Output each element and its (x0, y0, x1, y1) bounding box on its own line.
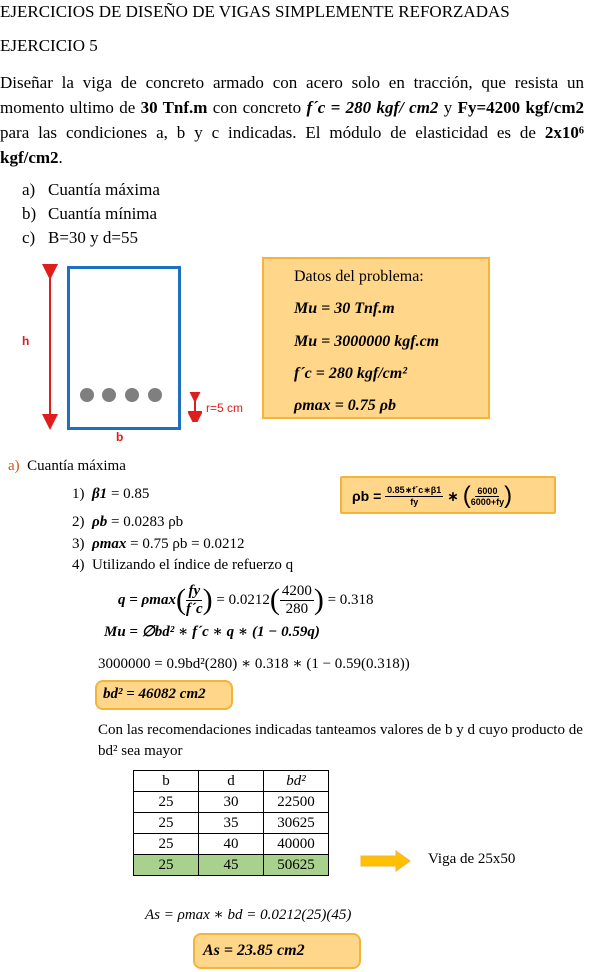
table-cell: 40 (199, 834, 264, 855)
height-label: h (22, 334, 30, 348)
rho-lhs: ρb = (352, 488, 382, 504)
statement-text-3: y (438, 98, 458, 117)
data-heading: Datos del problema: (294, 268, 424, 285)
condition-letter: b) (22, 204, 37, 223)
table-cell: 25 (134, 855, 199, 876)
exercise-heading: EJERCICIO 5 (0, 36, 98, 55)
statement-text-2: con concreto (207, 98, 307, 117)
data-line: Mu = 30 Tnf.m (294, 300, 395, 317)
q-equation: q = ρmax ( $\frac{fy}{f´c}$ ) = 0.0212 ( $\frac{4200}{280}$ ) = 0.318 (118, 582, 374, 617)
arrow-right-icon (360, 850, 412, 872)
step-lhs: ρmax (92, 536, 127, 552)
step-num: 2) (72, 514, 85, 530)
beam-section (67, 266, 181, 430)
statement-text-5: . (58, 148, 63, 167)
step-lhs: ρb (92, 514, 108, 530)
condition-letter: a) (22, 180, 36, 199)
step-num: 4) (72, 557, 85, 573)
statement-fy: Fy=4200 kgf/cm2 (457, 98, 584, 117)
rebar (125, 388, 139, 402)
q-n: 4200 (281, 582, 312, 599)
data-line: Mu = 3000000 kgf.cm (294, 333, 440, 350)
condition-item (22, 226, 160, 250)
step-rhs: = 0.85 (107, 486, 150, 502)
table-row (134, 792, 329, 813)
table-cell: 25 (134, 792, 199, 813)
statement-text-1: Diseñar la viga de concreto armado con acero solo en tracción, que resista un momento ultimo de (0, 73, 584, 117)
step-lhs: β1 (92, 486, 108, 502)
table-cell: 30625 (264, 813, 329, 834)
step-2 (72, 514, 183, 531)
q-d: 280 (285, 600, 309, 617)
statement-fc: f´c = 280 kgf/ cm2 (306, 98, 439, 117)
table-header: bd² (264, 771, 329, 792)
problem-statement (0, 70, 584, 170)
q-frac-2 (280, 583, 314, 618)
q-frac-1 (186, 583, 203, 618)
step-rhs: = 0.0283 ρb (107, 514, 184, 530)
step-num: 1) (72, 486, 85, 502)
table-header: b (134, 771, 199, 792)
rho-fraction-2 (471, 486, 504, 507)
table-row-selected (134, 855, 329, 876)
table-cell: 45 (199, 855, 264, 876)
q-lhs: q = ρmax (118, 591, 176, 608)
step-rhs: = 0.75 ρb = 0.0212 (126, 536, 245, 552)
table-cell: 35 (199, 813, 264, 834)
table-header-row (134, 771, 329, 792)
table-cell: 22500 (264, 792, 329, 813)
height-arrow (38, 262, 62, 432)
table-cell: 50625 (264, 855, 329, 876)
bd2-result: bd² = 46082 cm2 (103, 686, 206, 702)
condition-text: Cuantía mínima (48, 204, 158, 223)
as-equation: As = ρmax ∗ bd = 0.0212(25)(45) (145, 907, 352, 923)
q-fy: fy (188, 582, 201, 599)
statement-moment: 30 Tnf.m (140, 98, 208, 117)
step-num: 3) (72, 536, 85, 552)
table-row (134, 834, 329, 855)
trial-table (133, 770, 329, 876)
as-result-box (193, 933, 361, 969)
rho-fraction (385, 485, 443, 507)
table-cell: 30 (199, 792, 264, 813)
condition-item (22, 178, 160, 202)
conditions-list (22, 178, 160, 250)
data-line: ρmax = 0.75 ρb (294, 397, 397, 414)
numeric-equation: 3000000 = 0.9bd²(280) ∗ 0.318 ∗ (1 − 0.59(0.318)) (98, 656, 410, 672)
statement-modulus: 2x10⁶ kgf/cm2 (0, 123, 584, 167)
recommendation-text: Con las recomendaciones indicadas tanteamos valores de b y d cuyo producto de bd² sea mayor (98, 722, 583, 759)
condition-text: B=30 y d=55 (48, 228, 139, 247)
rho-num2: 6000 (477, 485, 498, 496)
step-text: Utilizando el índice de refuerzo q (92, 557, 294, 573)
rho-den2: 6000+fy (470, 496, 505, 507)
rebar (80, 388, 94, 402)
q-result: = 0.318 (327, 591, 374, 608)
cover-label: r=5 cm (206, 401, 244, 415)
page-title: EJERCICIOS DE DISEÑO DE VIGAS SIMPLEMENTE REFORZADAS (0, 2, 510, 21)
bd2-result-box (95, 680, 233, 710)
mu-equation: Mu = ∅bd² ∗ f´c ∗ q ∗ (1 − 0.59q) (104, 624, 320, 640)
beam-result-label: Viga de 25x50 (428, 851, 516, 867)
rho-formula-box: ρb = $\frac{0.85∗f´c∗\beta 1}{fy}$ ∗ ( $\frac{6000}{6000+fy}$ ) (340, 476, 556, 514)
table-header: d (199, 771, 264, 792)
table-cell: 25 (134, 834, 199, 855)
table-cell: 25 (134, 813, 199, 834)
section-a-heading (8, 458, 126, 475)
table-row (134, 813, 329, 834)
cover-arrow (188, 392, 202, 422)
rebar (148, 388, 162, 402)
rho-den: fy (410, 497, 419, 507)
q-mid: = 0.0212 (216, 591, 270, 608)
table-cell: 40000 (264, 834, 329, 855)
rho-num: 0.85∗f´c∗β1 (387, 485, 442, 495)
condition-letter: c) (22, 228, 36, 247)
condition-item (22, 202, 160, 226)
rebar (102, 388, 116, 402)
rho-times: ∗ (447, 487, 459, 504)
as-result: As = 23.85 cm2 (203, 942, 305, 959)
section-title: Cuantía máxima (27, 458, 126, 474)
section-letter: a) (8, 458, 20, 474)
data-box (262, 257, 490, 419)
step-1 (72, 486, 149, 503)
statement-text-4: para las condiciones a, b y c indicadas. El módulo de elasticidad es de (0, 123, 545, 142)
width-label: b (116, 430, 124, 444)
step-3 (72, 536, 245, 553)
step-4 (72, 557, 293, 574)
data-line: f´c = 280 kgf/cm² (294, 365, 407, 382)
q-fc: f´c (185, 600, 203, 617)
condition-text: Cuantía máxima (48, 180, 160, 199)
